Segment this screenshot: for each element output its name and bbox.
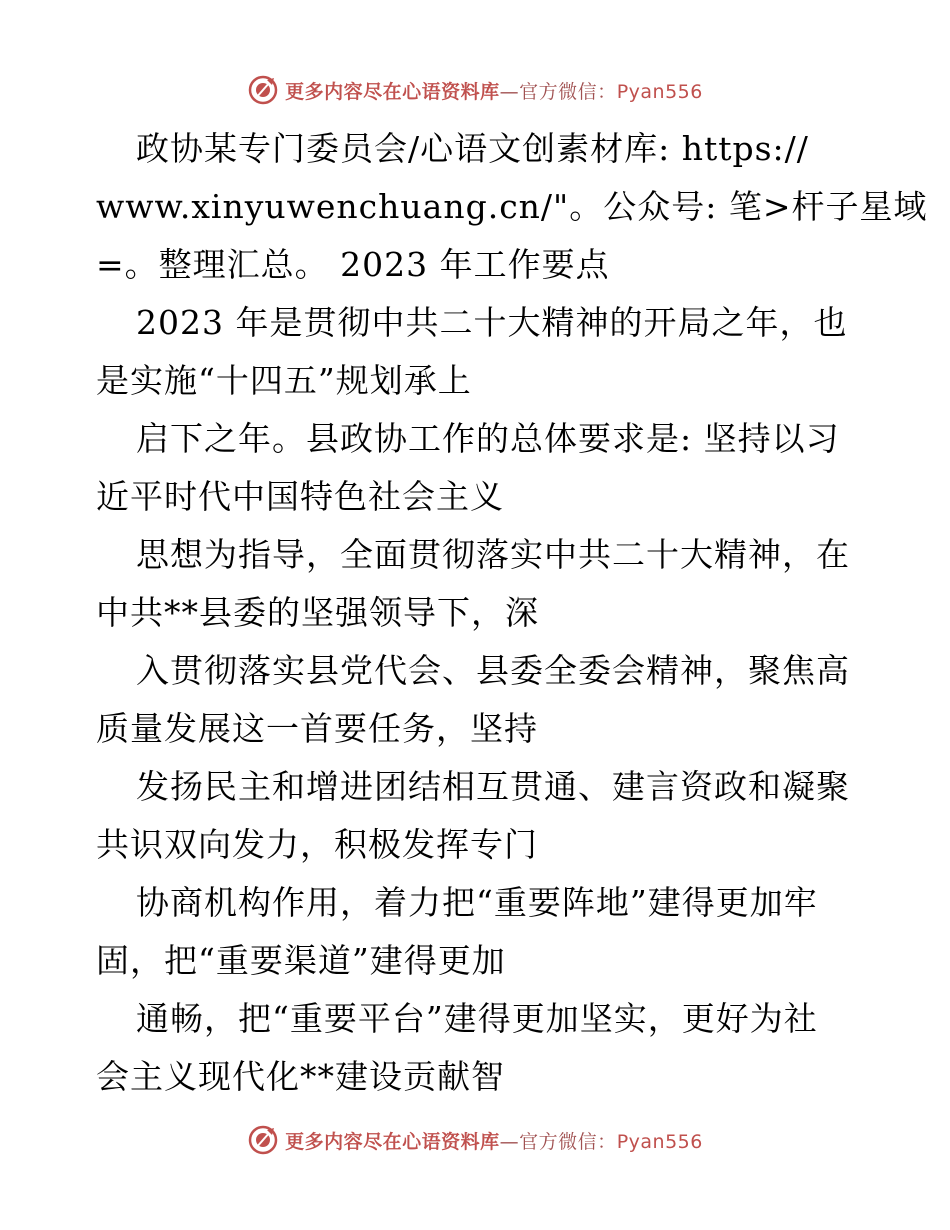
text-line: 协商机构作用，着力把“重要阵地”建得更加牢 [136,883,818,922]
text-line: 会主义现代化**建设贡献智 [96,1057,505,1096]
watermark-wechat-id: Pyan556 [616,1130,703,1153]
watermark-main-text: 更多内容尽在心语资料库 [285,80,500,103]
text-line: 2023 年是贯彻中共二十大精神的开局之年，也 [136,303,848,342]
text-line: 固，把“重要渠道”建得更加 [96,941,506,980]
text-line: 思想为指导，全面贯彻落实中共二十大精神，在 [136,535,850,574]
text-line: 通畅，把“重要平台”建得更加坚实，更好为社 [136,999,818,1038]
text-line: 启下之年。县政协工作的总体要求是: 坚持以习 [136,419,840,458]
text-line: 政协某专门委员会/心语文创素材库: https:// [136,129,809,168]
watermark-official-label: 官方微信： [519,80,617,103]
text-line: 是实施“十四五”规划承上 [96,361,472,400]
quill-seal-icon [247,74,279,106]
text-line: 共识双向发力，积极发挥专门 [96,825,538,864]
watermark-separator: — [499,80,520,103]
quill-seal-icon [247,1124,279,1156]
watermark-separator: — [499,1130,520,1153]
text-line: 中共**县委的坚强领导下，深 [96,593,539,632]
watermark-main-text: 更多内容尽在心语资料库 [285,1130,500,1153]
text-line: 发扬民主和增进团结相互贯通、建言资政和凝聚 [136,767,850,806]
text-line: 近平时代中国特色社会主义 [96,477,504,516]
watermark-text [285,77,703,104]
watermark-wechat-id: Pyan556 [616,80,703,103]
watermark-banner-bottom [0,1120,950,1160]
text-line: www.xinyuwenchuang.cn/"。公众号: 笔>杆子星域 [96,187,928,226]
text-line: =。整理汇总。 2023 年工作要点 [96,245,610,284]
watermark-banner-top [0,70,950,110]
document-body [96,120,928,1106]
text-line: 质量发展这一首要任务，坚持 [96,709,538,748]
watermark-text [285,1127,703,1154]
watermark-official-label: 官方微信： [519,1130,617,1153]
text-line: 入贯彻落实县党代会、县委全委会精神，聚焦高 [136,651,850,690]
